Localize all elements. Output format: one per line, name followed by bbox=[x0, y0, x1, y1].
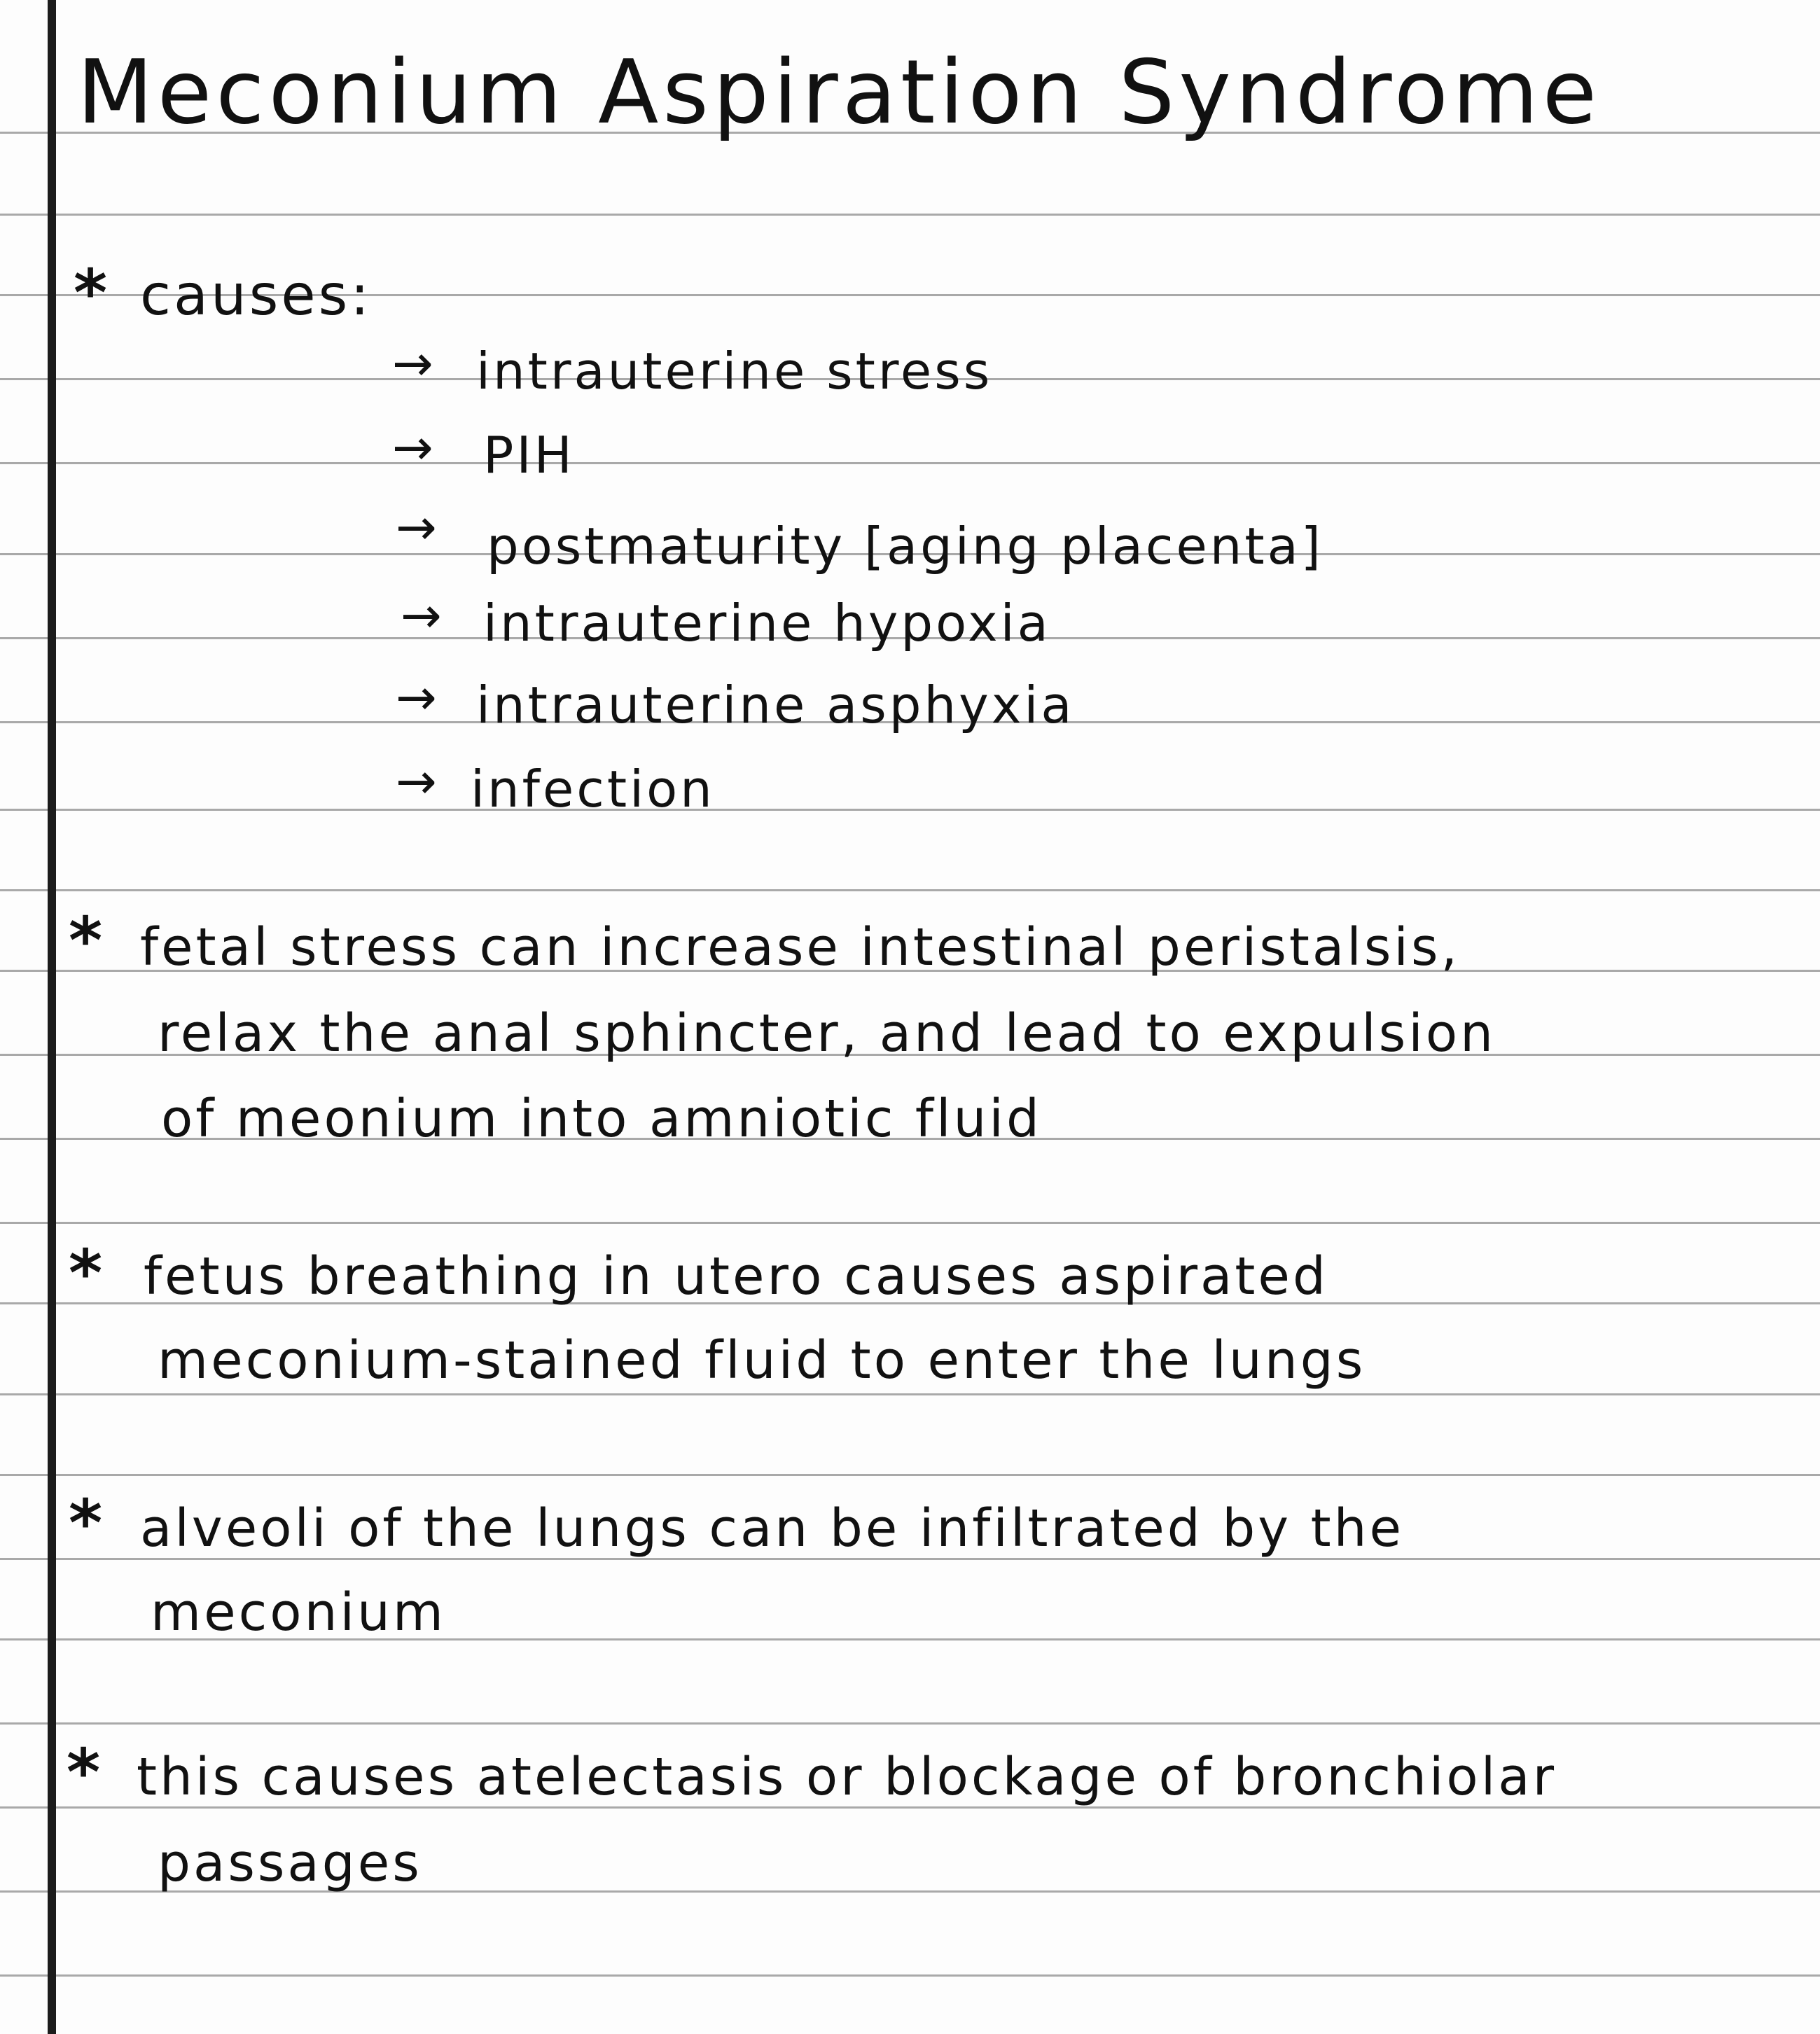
bullet-star-icon: * bbox=[69, 903, 103, 978]
bullet-star-icon: * bbox=[74, 256, 108, 330]
note-line: fetus breathing in utero causes aspirated bbox=[144, 1246, 1328, 1307]
arrow-icon: → bbox=[396, 669, 437, 726]
cause-item: intrauterine stress bbox=[476, 342, 993, 400]
ruled-line bbox=[0, 1474, 1820, 1476]
arrow-icon: → bbox=[392, 419, 433, 476]
cause-item: intrauterine hypoxia bbox=[483, 594, 1051, 653]
cause-item: intrauterine asphyxia bbox=[476, 676, 1075, 734]
ruled-line bbox=[0, 1722, 1820, 1725]
causes-heading: causes: bbox=[140, 263, 373, 328]
ruled-line bbox=[0, 809, 1820, 811]
note-line: meconium bbox=[151, 1582, 447, 1643]
ruled-line bbox=[0, 889, 1820, 891]
bullet-star-icon: * bbox=[69, 1236, 103, 1311]
ruled-line bbox=[0, 1974, 1820, 1977]
cause-item: infection bbox=[471, 760, 715, 819]
bullet-star-icon: * bbox=[69, 1486, 103, 1561]
cause-item: PIH bbox=[483, 426, 575, 485]
bullet-star-icon: * bbox=[67, 1735, 101, 1810]
note-line: this causes atelectasis or blockage of bronchiolar bbox=[137, 1747, 1557, 1807]
ruled-line bbox=[0, 1222, 1820, 1224]
cause-item: postmaturity [aging placenta] bbox=[487, 517, 1324, 576]
page-title: Meconium Aspiration Syndrome bbox=[77, 41, 1602, 144]
arrow-icon: → bbox=[392, 335, 433, 392]
note-line: of meonium into amniotic fluid bbox=[161, 1089, 1042, 1149]
arrow-icon: → bbox=[396, 499, 437, 556]
arrow-icon: → bbox=[396, 753, 437, 810]
note-line: passages bbox=[158, 1833, 422, 1893]
margin-line bbox=[48, 0, 56, 2034]
note-line: alveoli of the lungs can be infiltrated by the bbox=[140, 1498, 1405, 1559]
ruled-line bbox=[0, 462, 1820, 464]
ruled-line bbox=[0, 214, 1820, 216]
note-line: meconium-stained fluid to enter the lungs bbox=[158, 1330, 1366, 1391]
note-line: fetal stress can increase intestinal peristalsis, bbox=[140, 917, 1461, 977]
arrow-icon: → bbox=[401, 587, 442, 644]
note-line: relax the anal sphincter, and lead to expulsion bbox=[158, 1003, 1496, 1064]
ruled-line bbox=[0, 1393, 1820, 1395]
